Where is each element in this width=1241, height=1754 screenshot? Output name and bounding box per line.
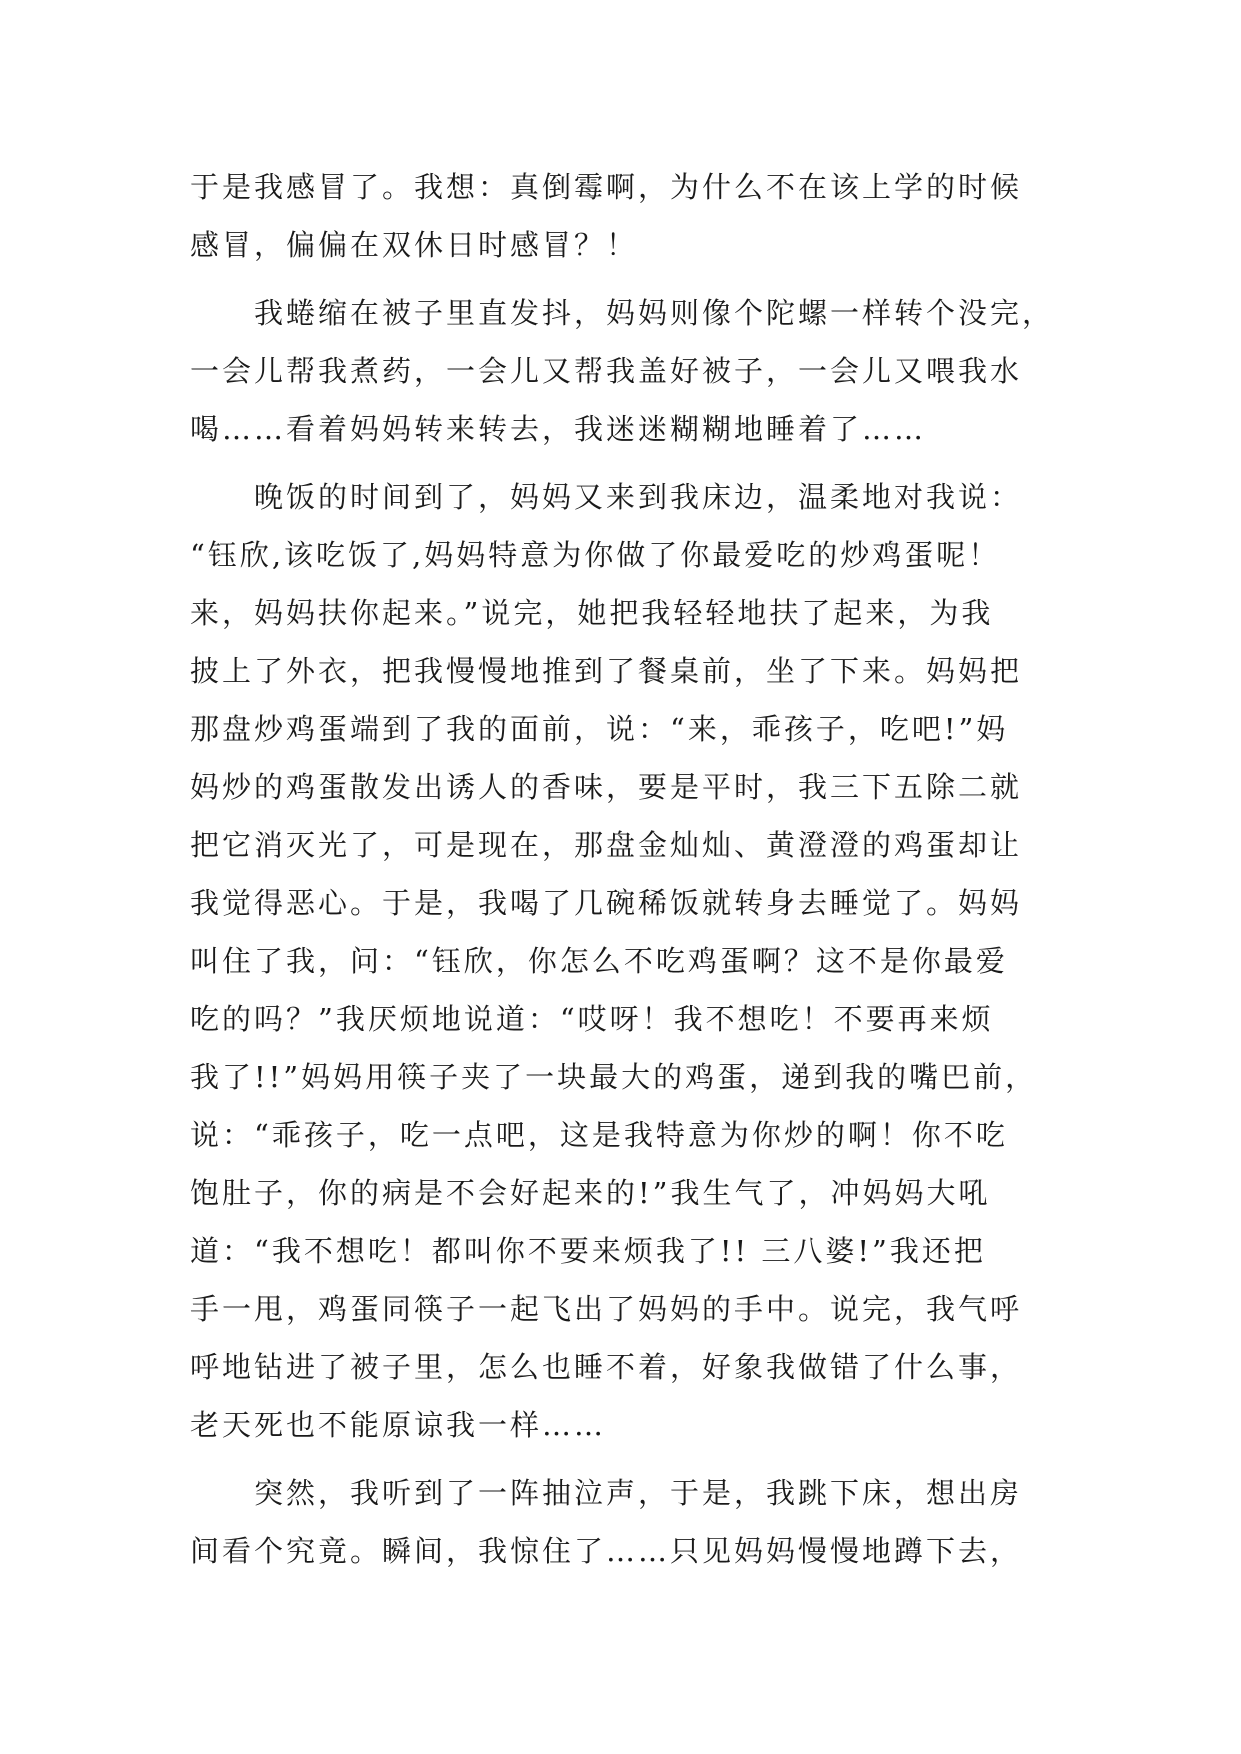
text-line: 饱肚子，你的病是不会好起来的!”我生气了，冲妈妈大吼 — [190, 1176, 991, 1210]
document-body — [190, 158, 1090, 1580]
text-line: 呼地钻进了被子里，怎么也睡不着，好象我做错了什么事， — [190, 1350, 1023, 1384]
text-line: 说：“乖孩子，吃一点吧，这是我特意为你炒的啊！你不吃 — [190, 1118, 1008, 1152]
text-line: 喝……看着妈妈转来转去，我迷迷糊糊地睡着了…… — [190, 412, 927, 446]
text-line: 来，妈妈扶你起来。”说完，她把我轻轻地扶了起来，为我 — [190, 596, 994, 630]
text-line: 把它消灭光了，可是现在，那盘金灿灿、黄澄澄的鸡蛋却让 — [190, 828, 1023, 862]
text-line: 道：“我不想吃！都叫你不要来烦我了!! 三八婆!”我还把 — [190, 1234, 986, 1268]
text-line: 妈炒的鸡蛋散发出诱人的香味，要是平时，我三下五除二就 — [190, 770, 1023, 804]
text-line: 间看个究竟。瞬间，我惊住了……只见妈妈慢慢地蹲下去， — [190, 1534, 1023, 1568]
text-line: 手一甩，鸡蛋同筷子一起飞出了妈妈的手中。说完，我气呼 — [190, 1292, 1023, 1326]
text-line: 一会儿帮我煮药，一会儿又帮我盖好被子，一会儿又喂我水 — [190, 354, 1023, 388]
text-line: 突然，我听到了一阵抽泣声，于是，我跳下床，想出房 — [190, 1476, 1023, 1510]
text-line: 那盘炒鸡蛋端到了我的面前，说：“来，乖孩子，吃吧!”妈 — [190, 712, 1009, 746]
text-line: 老天死也不能原谅我一样…… — [190, 1408, 607, 1442]
text-line: “钰欣,该吃饭了,妈妈特意为你做了你最爱吃的炒鸡蛋呢！ — [190, 538, 1001, 572]
text-line: 披上了外衣，把我慢慢地推到了餐桌前，坐了下来。妈妈把 — [190, 654, 1023, 688]
text-line: 吃的吗？”我厌烦地说道：“哎呀！我不想吃！不要再来烦 — [190, 1002, 994, 1036]
text-line: 感冒，偏偏在双休日时感冒？！ — [190, 228, 639, 262]
text-line: 我觉得恶心。于是，我喝了几碗稀饭就转身去睡觉了。妈妈 — [190, 886, 1023, 920]
text-line: 我了!!”妈妈用筷子夹了一块最大的鸡蛋，递到我的嘴巴前， — [190, 1060, 1038, 1094]
text-line: 我蜷缩在被子里直发抖，妈妈则像个陀螺一样转个没完， — [190, 296, 1055, 330]
text-line: 于是我感冒了。我想：真倒霉啊，为什么不在该上学的时候 — [190, 170, 1023, 204]
text-line: 晚饭的时间到了，妈妈又来到我床边，温柔地对我说： — [190, 480, 1023, 514]
text-line: 叫住了我，问：“钰欣，你怎么不吃鸡蛋啊？这不是你最爱 — [190, 944, 1008, 978]
